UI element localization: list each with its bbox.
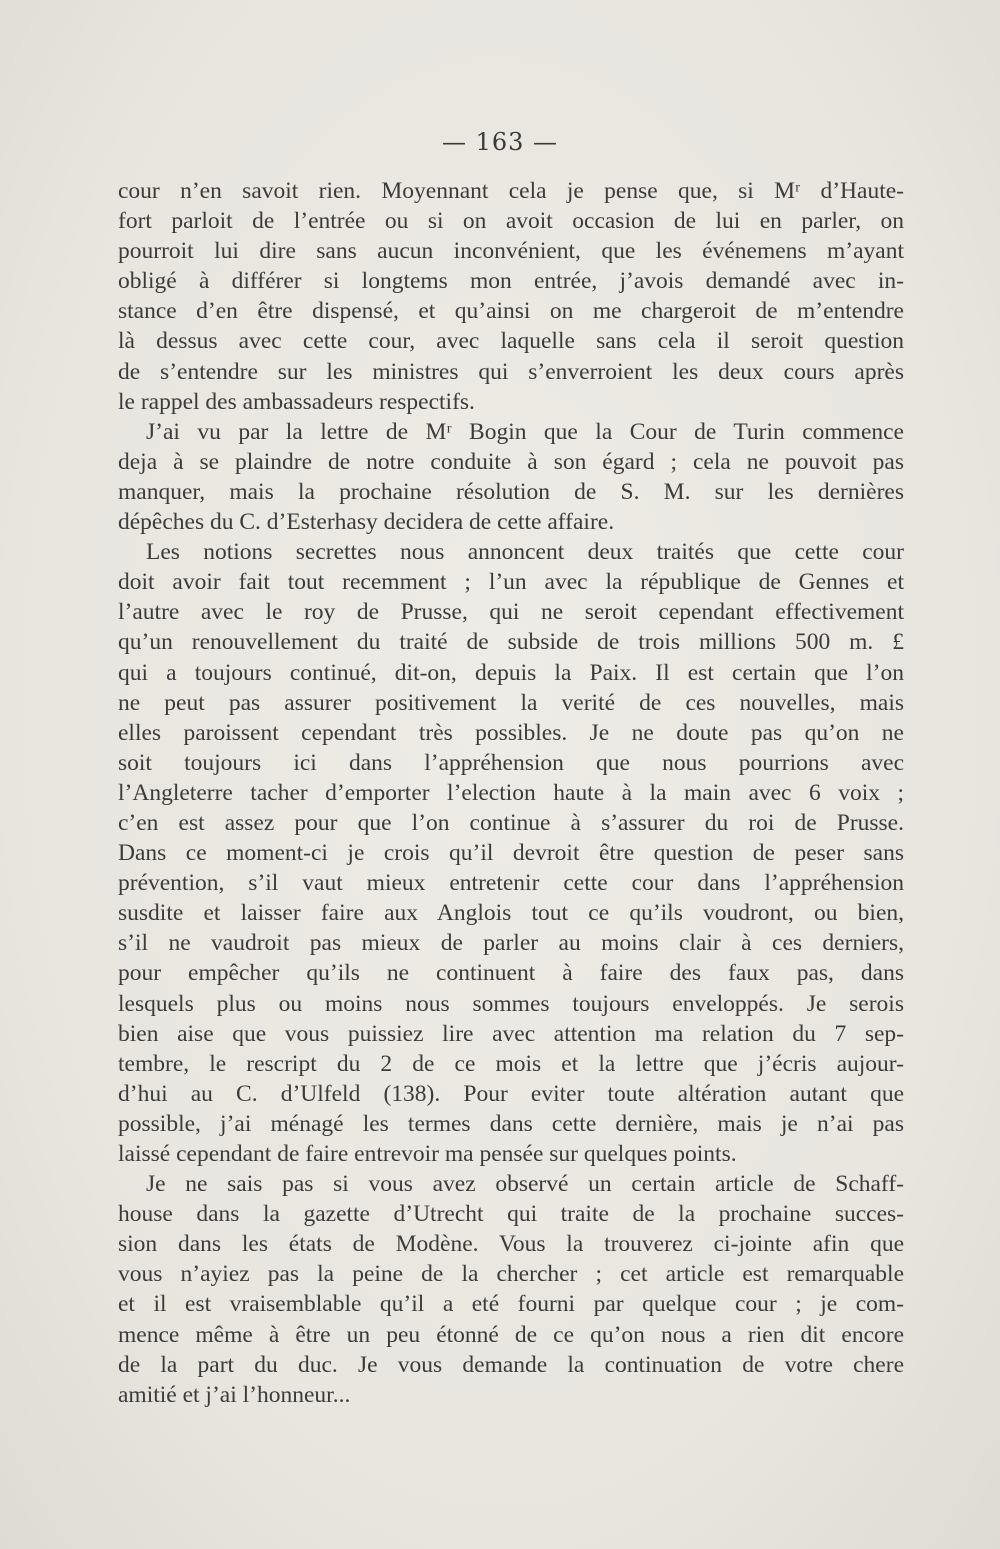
text-line: l’autre avec le roy de Prusse, qui ne seroit cependant effectivement (118, 599, 904, 626)
text-line: laissé cependant de faire entrevoir ma pensée sur quelques points. (118, 1141, 737, 1167)
text-line: pour empêcher qu’ils ne continuent à faire des faux pas, dans (118, 960, 904, 987)
paragraph (118, 537, 904, 1169)
text-line: là dessus avec cette cour, avec laquelle sans cela il seroit question (118, 328, 904, 355)
text-line: l’Angleterre tacher d’emporter l’election haute à la main avec 6 voix ; (118, 779, 904, 806)
text-line: manquer, mais la prochaine résolution de S. M. sur les dernières (118, 478, 904, 505)
text-line: Les notions secrettes nous annoncent deux traités que cette cour (146, 539, 904, 566)
text-line: tembre, le rescript du 2 de ce mois et la lettre que j’écris aujour- (118, 1050, 904, 1077)
text-line: possible, j’ai ménagé les termes dans cette dernière, mais je n’ai pas (118, 1110, 904, 1137)
text-line: et il est vraisemblable qu’il a eté fourni par quelque cour ; je com- (118, 1291, 904, 1318)
text-line: le rappel des ambassadeurs respectifs. (118, 388, 475, 415)
text-line: dépêches du C. d’Esterhasy decidera de cette affaire. (118, 509, 615, 536)
paragraph (118, 1169, 904, 1410)
text-line: d’hui au C. d’Ulfeld (138). Pour eviter toute altération autant que (118, 1080, 904, 1107)
text-line: fort parloit de l’entrée ou si on avoit occasion de lui en parler, on (118, 208, 904, 235)
text-line: soit toujours ici dans l’appréhension que nous pourrions avec (118, 749, 904, 776)
paragraph (118, 176, 904, 417)
text-line: de s’entendre sur les ministres qui s’enverroient les deux cours après (118, 358, 904, 385)
text-line: stance d’en être dispensé, et qu’ainsi on me chargeroit de m’entendre (118, 298, 904, 325)
text-line: cour n’en savoit rien. Moyennant cela je pense que, si Mʳ d’Haute- (118, 178, 904, 204)
text-line: deja à se plaindre de notre conduite à son égard ; cela ne pouvoit pas (118, 448, 904, 475)
text-line: sion dans les états de Modène. Vous la trouverez ci-jointe afin que (118, 1231, 904, 1258)
paragraph (118, 417, 904, 537)
text-line: vous n’ayiez pas la peine de la chercher ; cet article est remarquable (118, 1261, 904, 1288)
text-line: amitié et j’ai l’honneur... (118, 1381, 351, 1408)
text-line: ne peut pas assurer positivement la verité de ces nouvelles, mais (118, 689, 904, 716)
text-line: elles paroissent cependant très possibles. Je ne doute pas qu’on ne (118, 719, 904, 746)
text-line: bien aise que vous puissiez lire avec attention ma relation du 7 sep- (118, 1020, 904, 1047)
text-line: lesquels plus ou moins nous sommes toujours enveloppés. Je serois (118, 990, 904, 1017)
text-line: J’ai vu par la lettre de Mʳ Bogin que la Cour de Turin commence (146, 418, 904, 445)
text-line: obligé à différer si longtems mon entrée, j’avois demandé avec in- (118, 268, 904, 295)
text-line: pourroit lui dire sans aucun inconvénient, que les événemens m’ayant (118, 238, 904, 265)
text-line: s’il ne vaudroit pas mieux de parler au moins clair à ces derniers, (118, 930, 904, 957)
page-number: — 163 — (441, 128, 559, 156)
text-line: Je ne sais pas si vous avez observé un certain article de Schaff- (146, 1171, 904, 1198)
text-line: house dans la gazette d’Utrecht qui traite de la prochaine succes- (118, 1201, 904, 1228)
text-line: prévention, s’il vaut mieux entretenir cette cour dans l’appréhension (118, 870, 904, 897)
text-line: susdite et laisser faire aux Anglois tout ce qu’ils voudront, ou bien, (118, 900, 904, 927)
text-line: mence même à être un peu étonné de ce qu’on nous a rien dit encore (118, 1321, 904, 1348)
body-text (118, 176, 904, 1410)
text-line: c’en est assez pour que l’on continue à s’assurer du roi de Prusse. (118, 809, 904, 836)
text-line: Dans ce moment-ci je crois qu’il devroit être question de peser sans (118, 840, 904, 867)
text-line: doit avoir fait tout recemment ; l’un avec la république de Gennes et (118, 569, 904, 596)
text-line: qu’un renouvellement du traité de subside de trois millions 500 m. £ (118, 629, 904, 656)
text-line: qui a toujours continué, dit-on, depuis la Paix. Il est certain que l’on (118, 659, 904, 686)
text-line: de la part du duc. Je vous demande la continuation de votre chere (118, 1351, 904, 1378)
